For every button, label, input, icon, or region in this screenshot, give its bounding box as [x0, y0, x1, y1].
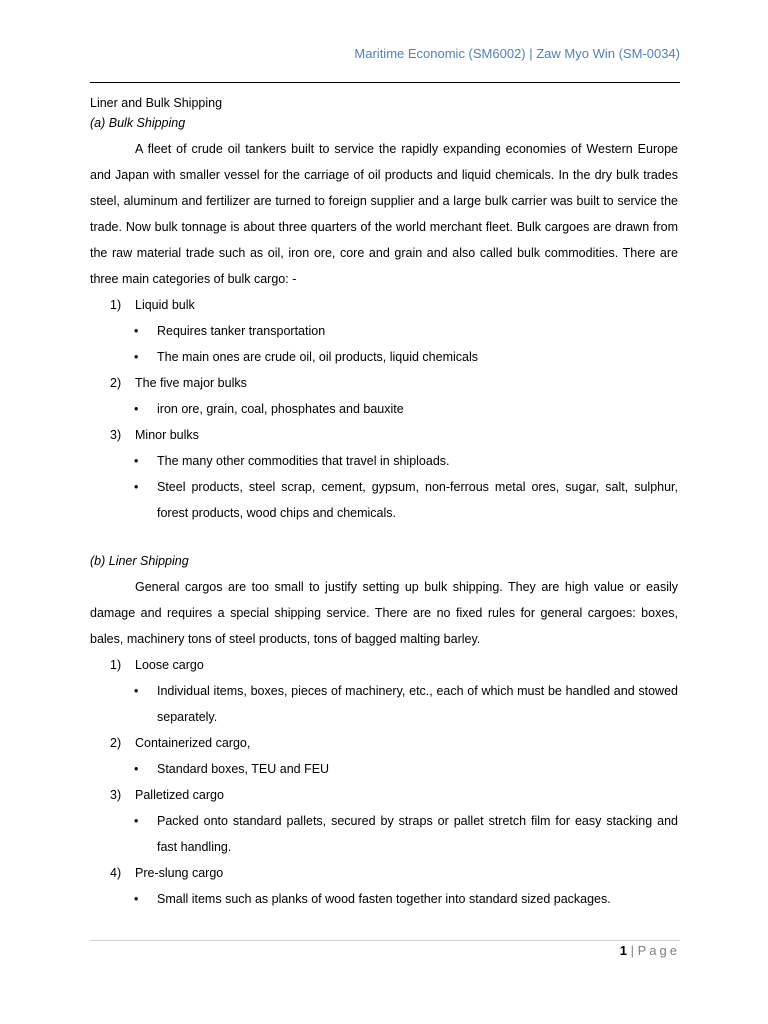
list-item	[90, 782, 678, 808]
document-body	[90, 94, 678, 912]
list-item-number: 2)	[110, 376, 122, 390]
bullet-item	[90, 886, 678, 912]
bullet-item	[90, 344, 678, 370]
bullet-item	[90, 474, 678, 526]
list-item-number: 1)	[110, 298, 122, 312]
general-cargo-list	[90, 652, 678, 912]
list-item	[90, 422, 678, 448]
bullet-text: Small items such as planks of wood fasten together into standard sized packages.	[157, 892, 611, 906]
list-item	[90, 652, 678, 678]
bullet-text: Requires tanker transportation	[157, 324, 326, 338]
liner-shipping-heading: (b) Liner Shipping	[90, 554, 189, 568]
list-item-label: Pre-slung cargo	[135, 866, 224, 880]
list-item	[90, 730, 678, 756]
list-item-label: Loose cargo	[135, 658, 204, 672]
list-item-label: The five major bulks	[135, 376, 247, 390]
bullet-icon: •	[134, 480, 139, 494]
bullet-icon: •	[134, 814, 139, 828]
list-item-number: 3)	[110, 428, 122, 442]
list-item	[90, 370, 678, 396]
list-item	[90, 292, 678, 318]
footer-separator: |	[630, 943, 634, 958]
liner-shipping-paragraph: General cargos are too small to justify setting up bulk shipping. They are high value or easily damage and requires a special shipping service. There are no fixed rules for general cargoes: boxes, bales, machinery tons of steel products, tons of bagged malting barley.	[90, 580, 678, 646]
list-item-number: 1)	[110, 658, 122, 672]
list-item-label: Minor bulks	[135, 428, 199, 442]
section-spacer	[90, 526, 678, 552]
bullet-icon: •	[134, 454, 139, 468]
bullet-icon: •	[134, 684, 139, 698]
bullet-icon: •	[134, 892, 139, 906]
bullet-text: iron ore, grain, coal, phosphates and bauxite	[157, 402, 404, 416]
bullet-text: Standard boxes, TEU and FEU	[157, 762, 330, 776]
bulk-shipping-paragraph: A fleet of crude oil tankers built to service the rapidly expanding economies of Western Europe and Japan with smaller vessel for the carriage of oil products and liquid chemicals. In the dry bulk trades steel, aluminum and fertilizer are turned to foreign supplier and a large bulk carrier was built to service the trade. Now bulk tonnage is about three quarters of the world merchant fleet. Bulk cargoes are drawn from the raw material trade such as oil, iron ore, core and grain and also called bulk commodities. There are three main categories of bulk cargo: -	[90, 142, 678, 286]
list-item-label: Containerized cargo,	[135, 736, 251, 750]
page-label: Page	[637, 943, 680, 958]
bulk-cargo-list	[90, 292, 678, 526]
bullet-icon: •	[134, 324, 139, 338]
bullet-text: Individual items, boxes, pieces of machinery, etc., each of which must be handled and stowed separately.	[157, 684, 678, 724]
bullet-text: Steel products, steel scrap, cement, gypsum, non-ferrous metal ores, sugar, salt, sulphur, forest products, wood chips and chemicals.	[157, 480, 678, 520]
list-item	[90, 860, 678, 886]
bullet-item	[90, 396, 678, 422]
list-item-number: 4)	[110, 866, 122, 880]
list-item-label: Palletized cargo	[135, 788, 224, 802]
bullet-text: The main ones are crude oil, oil products, liquid chemicals	[157, 350, 478, 364]
bullet-icon: •	[134, 762, 139, 776]
bullet-item	[90, 808, 678, 860]
running-header: Maritime Economic (SM6002) | Zaw Myo Win (SM-0034)	[354, 46, 680, 61]
bullet-text: The many other commodities that travel in shiploads.	[157, 454, 450, 468]
section-title: Liner and Bulk Shipping	[90, 96, 223, 110]
bullet-item	[90, 756, 678, 782]
bullet-item	[90, 448, 678, 474]
page-footer	[620, 943, 680, 958]
page-number: 1	[619, 943, 627, 958]
bullet-item	[90, 678, 678, 730]
list-item-number: 2)	[110, 736, 122, 750]
footer-divider	[90, 940, 680, 941]
list-item-label: Liquid bulk	[135, 298, 195, 312]
bulk-shipping-heading: (a) Bulk Shipping	[90, 116, 186, 130]
bullet-icon: •	[134, 350, 139, 364]
bullet-item	[90, 318, 678, 344]
header-divider	[90, 82, 680, 83]
bullet-icon: •	[134, 402, 139, 416]
bullet-text: Packed onto standard pallets, secured by straps or pallet stretch film for easy stacking and fast handling.	[157, 814, 678, 854]
list-item-number: 3)	[110, 788, 122, 802]
